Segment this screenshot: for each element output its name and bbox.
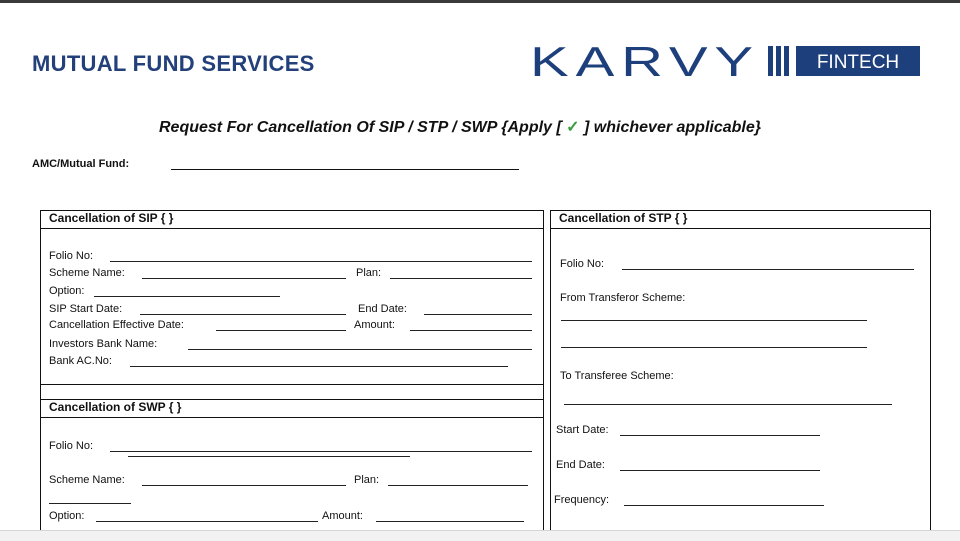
stp-end-date-field[interactable]: [620, 470, 820, 471]
swp-option-label: Option:: [49, 510, 85, 522]
swp-scheme-field[interactable]: [142, 485, 346, 486]
sip-effective-date-label: Cancellation Effective Date:: [49, 319, 184, 331]
sip-section-title: Cancellation of SIP { }: [49, 211, 174, 225]
sip-folio-field[interactable]: [110, 261, 532, 262]
stp-frequency-label: Frequency:: [554, 494, 610, 506]
amc-label: AMC/Mutual Fund:: [32, 158, 130, 170]
stp-start-date-label: Start Date:: [556, 424, 609, 436]
sip-end-date-field[interactable]: [424, 314, 532, 315]
checkmark-icon: ✓: [566, 119, 580, 136]
window-top-border: [0, 0, 960, 3]
sip-section-header: [41, 211, 543, 229]
sip-start-date-field[interactable]: [140, 314, 346, 315]
sip-option-label: Option:: [49, 285, 85, 297]
sip-bank-name-label: Investors Bank Name:: [49, 338, 158, 350]
sip-folio-label: Folio No:: [49, 250, 94, 262]
logo-badge: FINTECH: [816, 52, 900, 73]
viewer-bottom-strip: [0, 530, 960, 541]
stp-transferor-label: From Transferor Scheme:: [560, 292, 686, 304]
sip-scheme-label: Scheme Name:: [49, 267, 125, 279]
title-prefix: Request For Cancellation Of SIP / STP / SWP {Apply [: [159, 119, 562, 136]
sip-start-date-label: SIP Start Date:: [49, 303, 123, 315]
stp-folio-label: Folio No:: [560, 258, 605, 270]
swp-section-header: [41, 399, 543, 418]
swp-section-title: Cancellation of SWP { }: [49, 400, 182, 414]
sip-section-bottom: [41, 384, 543, 385]
sip-effective-date-field[interactable]: [216, 330, 346, 331]
sip-end-date-label: End Date:: [358, 303, 407, 315]
stp-transferor-field-1[interactable]: [561, 320, 867, 321]
swp-option-field[interactable]: [96, 521, 318, 522]
swp-folio-field-continuation[interactable]: [128, 456, 410, 457]
stp-end-date-label: End Date:: [556, 459, 605, 471]
title-suffix: ] whichever applicable}: [584, 119, 761, 136]
sip-plan-label: Plan:: [356, 267, 382, 279]
swp-scheme-label: Scheme Name:: [49, 474, 125, 486]
sip-amount-field[interactable]: [410, 330, 532, 331]
amc-input-line[interactable]: [171, 169, 519, 170]
sip-bank-name-field[interactable]: [188, 349, 532, 350]
stp-transferee-label: To Transferee Scheme:: [560, 370, 674, 382]
sip-scheme-field[interactable]: [142, 278, 346, 279]
stp-frequency-field[interactable]: [624, 505, 824, 506]
stp-transferor-field-2[interactable]: [561, 347, 867, 348]
swp-amount-label: Amount:: [322, 510, 363, 522]
logo-wordmark: KARVY: [530, 40, 760, 80]
sip-swp-panel: [40, 210, 544, 540]
stp-transferee-field[interactable]: [564, 404, 892, 405]
sip-option-field[interactable]: [94, 296, 280, 297]
swp-amount-field[interactable]: [376, 521, 524, 522]
sip-bank-ac-field[interactable]: [130, 366, 508, 367]
swp-plan-label: Plan:: [354, 474, 380, 486]
sip-amount-label: Amount:: [354, 319, 395, 331]
stp-start-date-field[interactable]: [620, 435, 820, 436]
karvy-fintech-logo: [530, 40, 922, 80]
sip-bank-ac-label: Bank AC.No:: [49, 355, 112, 367]
swp-scheme-field-continuation[interactable]: [49, 503, 131, 504]
form-title: [0, 117, 920, 137]
sip-plan-field[interactable]: [390, 278, 532, 279]
stp-folio-field[interactable]: [622, 269, 914, 270]
page-heading: MUTUAL FUND SERVICES: [32, 51, 315, 76]
stp-section-header: [551, 211, 930, 229]
swp-folio-label: Folio No:: [49, 440, 94, 452]
stp-section-title: Cancellation of STP { }: [559, 211, 688, 225]
swp-folio-field[interactable]: [110, 451, 532, 452]
swp-plan-field[interactable]: [388, 485, 528, 486]
